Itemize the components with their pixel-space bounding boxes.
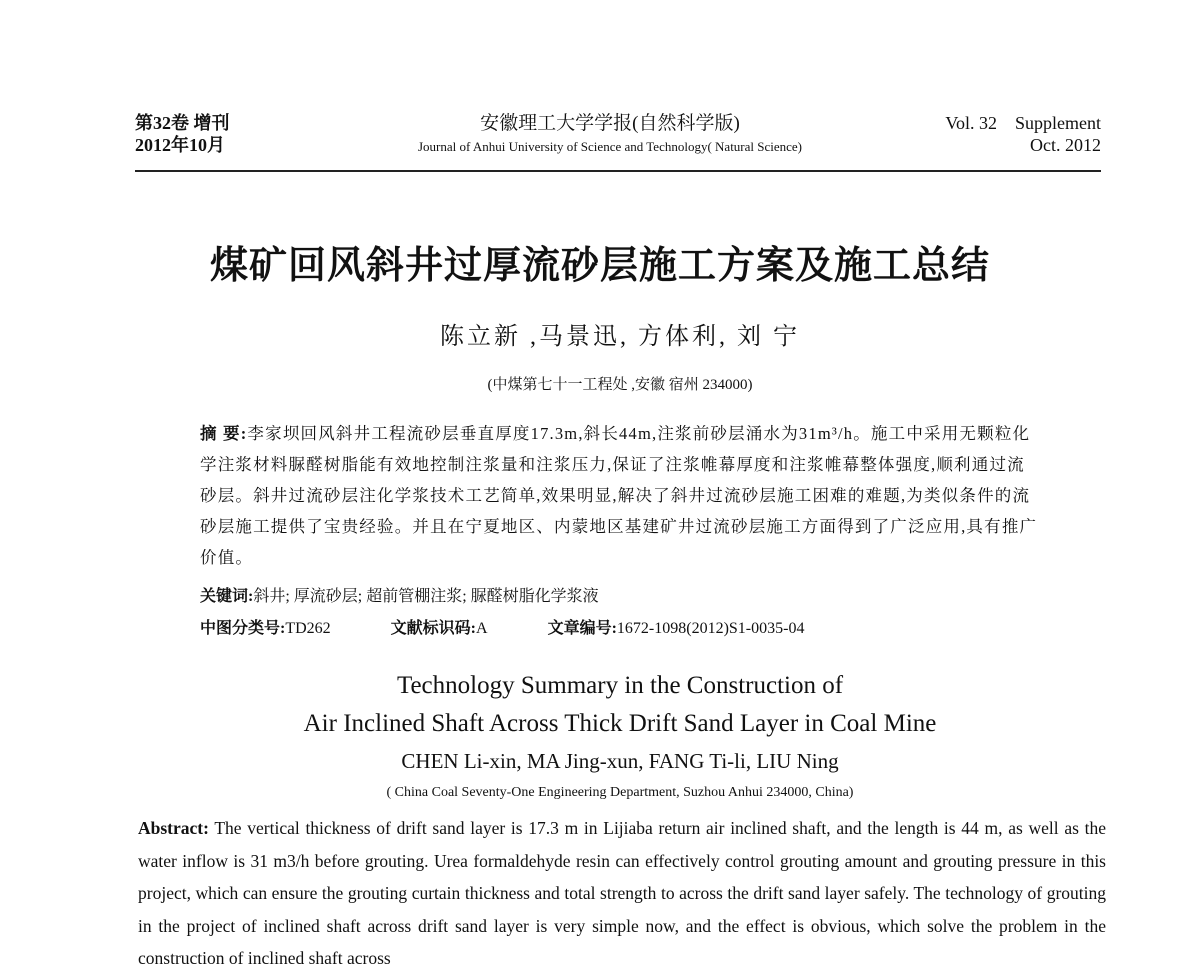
volume-cn: 第32卷 增刊: [135, 113, 230, 133]
doc-code-label: 文献标识码:: [390, 620, 477, 637]
affiliation-cn: (中煤第七十一工程处 ,安徽 宿州 234000): [487, 377, 753, 393]
header-rule: [135, 170, 1101, 172]
keywords-cn-text: 斜井; 厚流砂层; 超前管棚注浆; 脲醛树脂化学浆液: [253, 588, 599, 605]
doc-code-value: A: [476, 620, 488, 637]
volume-en: Vol. 32: [945, 113, 997, 133]
affiliation-en: ( China Coal Seventy-One Engineering Department, Suzhou Anhui 234000, China): [386, 785, 854, 800]
journal-header: [135, 112, 1101, 170]
date-cn: 2012年10月: [135, 135, 225, 155]
paper-title-cn: 煤矿回风斜井过厚流砂层施工方案及施工总结: [209, 245, 990, 287]
authors-cn: 陈立新 ,马景迅, 方体利, 刘 宁: [440, 324, 800, 350]
keywords-cn-label: 关键词:: [200, 588, 254, 605]
abstract-en-text: The vertical thickness of drift sand layer is 17.3 m in Lijiaba return air inclined shaft, and the length is 44 m, as well as the water inflow is 31 m3/h before grouting. Urea formaldehyde resin can effectively control grouting amount and grouting pressure in this project, which can ensure the grouting curtain thickness and total strength to across the drift sand layer safely. The technology of grouting in the project of inclined shaft across drift sand layer is very simple now, and the effect is obvious, which solve the problem in the construction of inclined shaft across: [138, 818, 1106, 968]
abstract-en-label: Abstract:: [138, 818, 209, 838]
date-en: Oct. 2012: [1030, 135, 1101, 155]
paper-title-en-line1: Technology Summary in the Construction of: [396, 672, 844, 699]
classification-line: [200, 616, 1042, 642]
article-no-value: 1672-1098(2012)S1-0035-04: [616, 620, 805, 637]
journal-name-en: Journal of Anhui University of Science and Technology( Natural Science): [417, 139, 803, 154]
article-no-label: 文章编号:: [547, 620, 617, 637]
journal-name-cn: 安徽理工大学学报(自然科学版): [480, 113, 740, 134]
clc-label: 中图分类号:: [200, 620, 286, 637]
abstract-en: [138, 812, 1106, 975]
abstract-cn: [200, 418, 1042, 573]
authors-en: CHEN Li-xin, MA Jing-xun, FANG Ti-li, LIU Ning: [401, 749, 839, 773]
abstract-cn-label: 摘 要:: [200, 424, 248, 443]
volume-issue-cn: [135, 112, 230, 156]
volume-issue-en: [945, 112, 1101, 156]
clc-value: TD262: [285, 620, 331, 637]
journal-name: [350, 112, 870, 156]
keywords-cn: [200, 584, 1042, 610]
paper-title-en-line2: Air Inclined Shaft Across Thick Drift Sand Layer in Coal Mine: [303, 710, 937, 737]
abstract-cn-text: 李家坝回风斜井工程流砂层垂直厚度17.3m,斜长44m,注浆前砂层涌水为31m³/h。施工中采用无颗粒化学注浆材料脲醛树脂能有效地控制注浆量和注浆压力,保证了注浆帷幕厚度和注浆帷幕整体强度,顺利通过流砂层。斜井过流砂层注化学浆技术工艺简单,效果明显,解决了斜井过流砂层施工困难的难题,为类似条件的流砂层施工提供了宝贵经验。并且在宁夏地区、内蒙地区基建矿井过流砂层施工方面得到了广泛应用,具有推广价值。: [200, 424, 1038, 567]
supplement-label: Supplement: [1015, 113, 1101, 133]
